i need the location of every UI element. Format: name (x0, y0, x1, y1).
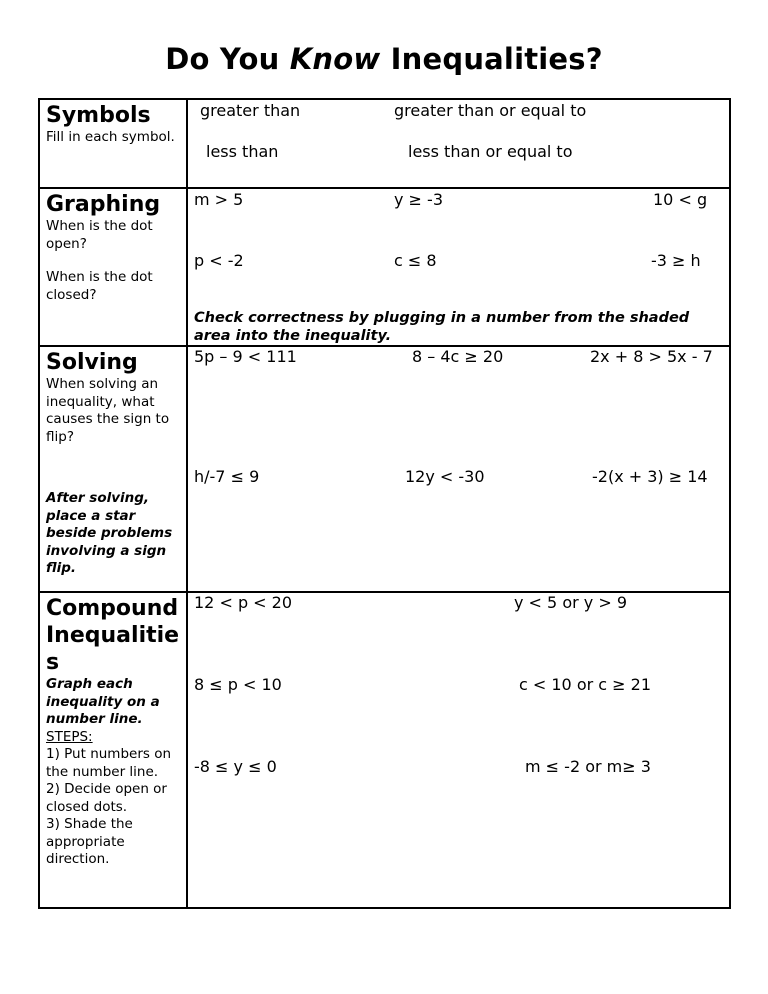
compound-heading: Compound Inequalities (46, 596, 180, 675)
symbols-answer-cell[interactable] (187, 99, 730, 188)
solving-instruction: After solving, place a star beside problems involving a sign flip. (46, 490, 173, 576)
symbols-heading: Symbols (46, 103, 151, 128)
compound-problem: y < 5 or y > 9 (514, 593, 627, 612)
compound-problem: c < 10 or c ≥ 21 (519, 675, 652, 694)
graphing-problem: m > 5 (194, 190, 244, 209)
page-title: Do You Know Inequalities? (165, 42, 603, 76)
symbol-item: greater than or equal to (394, 101, 587, 120)
solving-problem: -2(x + 3) ≥ 14 (592, 467, 708, 486)
compound-label-cell (39, 592, 187, 908)
solving-row (39, 346, 730, 592)
compound-instruction: Graph each inequality on a number line. (46, 676, 160, 727)
compound-steps-label: STEPS: (46, 728, 93, 745)
solving-heading: Solving (46, 350, 138, 375)
solving-question: When solving an inequality, what causes the sign to flip? (46, 376, 170, 445)
graphing-row (39, 188, 730, 346)
worksheet-table (38, 98, 731, 909)
solving-problem: 8 – 4c ≥ 20 (412, 347, 504, 366)
solving-problem: 2x + 8 > 5x - 7 (590, 347, 713, 366)
solving-answer-cell[interactable] (187, 346, 730, 592)
graphing-question-open: When is the dot open? (46, 218, 153, 252)
compound-problem: m ≤ -2 or m≥ 3 (525, 757, 651, 776)
solving-problem: h/-7 ≤ 9 (194, 467, 260, 486)
solving-problem: 12y < -30 (405, 467, 485, 486)
compound-problem: 12 < p < 20 (194, 593, 293, 612)
compound-step: 1) Put numbers on the number line. (46, 746, 172, 780)
graphing-problem: y ≥ -3 (394, 190, 443, 209)
compound-answer-cell[interactable] (187, 592, 730, 908)
symbol-item: less than (206, 142, 279, 161)
graphing-question-closed: When is the dot closed? (46, 269, 153, 303)
symbols-instruction: Fill in each symbol. (46, 129, 175, 145)
solving-label-cell (39, 346, 187, 592)
symbol-item: greater than (200, 101, 301, 120)
graphing-problem: 10 < g (653, 190, 708, 209)
compound-row (39, 592, 730, 908)
graphing-problem: c ≤ 8 (394, 251, 437, 270)
symbols-row (39, 99, 730, 188)
compound-problem: 8 ≤ p < 10 (194, 675, 282, 694)
symbol-item: less than or equal to (408, 142, 573, 161)
graphing-problem: p < -2 (194, 251, 244, 270)
graphing-heading: Graphing (46, 192, 161, 217)
graphing-label-cell (39, 188, 187, 346)
solving-problem: 5p – 9 < 111 (194, 347, 297, 366)
symbols-label-cell (39, 99, 187, 188)
graphing-problem: -3 ≥ h (651, 251, 701, 270)
compound-step: 3) Shade the appropriate direction. (46, 816, 133, 867)
graphing-answer-cell[interactable] (187, 188, 730, 346)
compound-problem: -8 ≤ y ≤ 0 (194, 757, 277, 776)
graphing-check-note: Check correctness by plugging in a number from the shaded area into the inequality. (194, 310, 690, 344)
compound-step: 2) Decide open or closed dots. (46, 781, 167, 815)
